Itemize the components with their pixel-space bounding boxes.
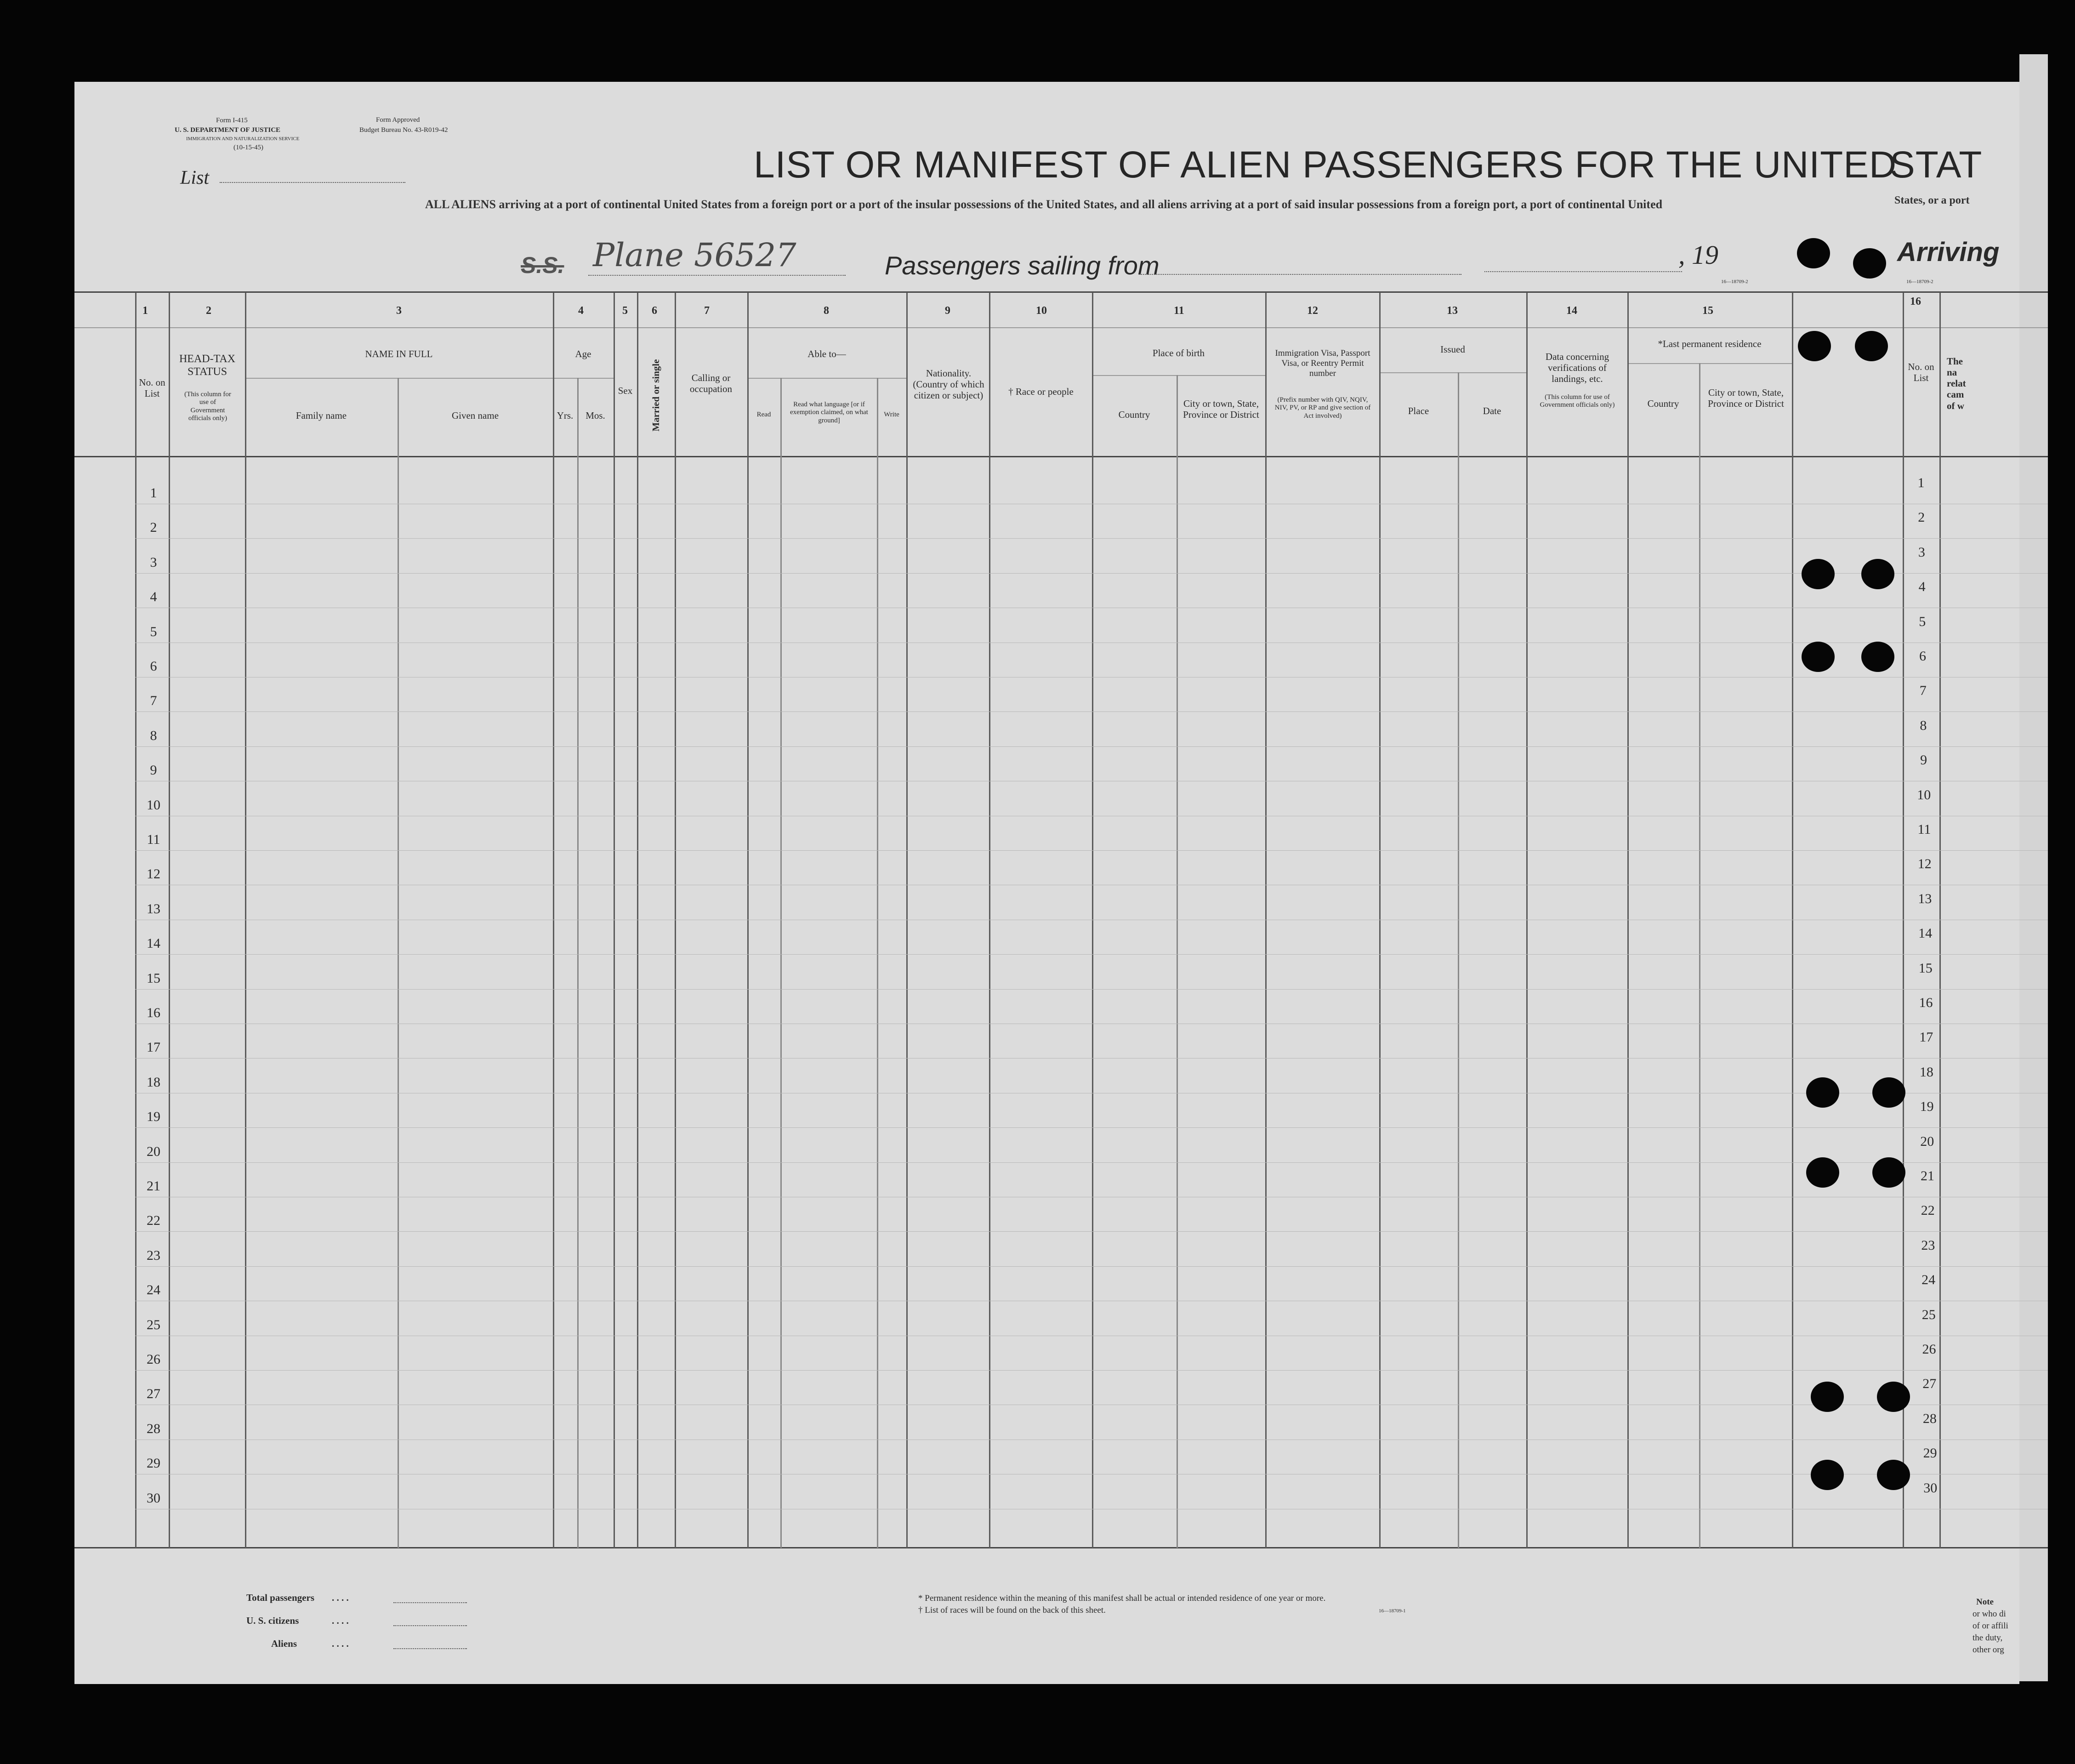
column-number: 11 <box>1174 305 1184 317</box>
list-number-field[interactable] <box>220 182 405 183</box>
note-partial-5: other org <box>1973 1645 2004 1655</box>
row-number-right: 7 <box>1919 683 1927 698</box>
header-place-of-birth: Place of birth <box>1152 347 1205 358</box>
punch-hole <box>1877 1460 1910 1490</box>
page-title-continued: STAT <box>1890 144 1983 186</box>
row-number-right: 19 <box>1920 1099 1934 1114</box>
residence-subheader-rule <box>1627 363 1792 364</box>
header-immigration-visa: Immigration Visa, Passport Visa, or Reentry Permit number <box>1275 348 1370 378</box>
row-number-right: 22 <box>1921 1203 1935 1218</box>
row-rule <box>135 1370 2048 1371</box>
us-citizens-field[interactable] <box>393 1625 467 1626</box>
row-number-left: 30 <box>147 1491 160 1506</box>
row-number-right: 27 <box>1922 1376 1937 1391</box>
punch-hole <box>1811 1460 1844 1490</box>
note-partial-4: the duty, <box>1973 1633 2003 1643</box>
row-number-left: 21 <box>147 1178 160 1194</box>
sailing-from-label: Passengers sailing from <box>885 251 1160 280</box>
header-race-or-people: † Race or people <box>1008 386 1074 397</box>
punch-hole <box>1861 642 1894 672</box>
col-divider <box>1526 292 1528 1548</box>
row-number-right: 5 <box>1919 614 1926 629</box>
form-approved: Form Approved <box>376 116 420 124</box>
col-divider <box>1379 292 1381 1548</box>
punch-hole <box>1872 1157 1905 1188</box>
row-number-left: 18 <box>147 1075 160 1090</box>
row-number-right: 13 <box>1918 891 1932 906</box>
header-no-on-list-right: No. on List <box>1908 361 1934 384</box>
punch-hole <box>1861 559 1894 589</box>
column-number: 5 <box>622 305 628 317</box>
col-divider <box>1903 292 1904 1548</box>
punch-hole <box>1811 1382 1844 1412</box>
punch-hole <box>1806 1077 1839 1108</box>
footnote-residence: * Permanent residence within the meaning of this manifest shall be actual or intended residence of one year or more. <box>918 1593 1326 1603</box>
col-divider <box>1939 292 1941 1548</box>
header-family-name: Family name <box>296 410 347 421</box>
col-divider <box>1265 292 1267 1548</box>
header-sex: Sex <box>618 385 633 396</box>
note-partial-2: or who di <box>1973 1609 2006 1619</box>
row-number-right: 24 <box>1922 1272 1936 1287</box>
row-number-right: 30 <box>1923 1480 1938 1496</box>
table-bottom-rule <box>74 1547 2048 1548</box>
col-divider <box>553 292 554 1548</box>
col-divider <box>989 292 990 1548</box>
col-divider <box>1627 292 1629 1548</box>
header-married-or-single: Married or single <box>650 359 661 432</box>
page-subtitle-continued: States, or a port <box>1894 194 1970 206</box>
header-relative-partial: The na relat cam of w <box>1947 356 1966 411</box>
header-age: Age <box>575 348 591 359</box>
row-number-left: 15 <box>147 971 160 986</box>
row-number-left: 6 <box>150 659 157 674</box>
header-birth-city: City or town, State, Province or District <box>1183 398 1259 421</box>
punch-hole <box>1855 331 1888 361</box>
row-rule <box>135 1127 2048 1128</box>
manifest-sheet <box>74 82 2019 1684</box>
row-number-right: 29 <box>1923 1445 1937 1461</box>
row-number-right: 18 <box>1919 1064 1933 1080</box>
column-number: 8 <box>824 305 829 317</box>
form-number: Form I-415 <box>216 117 248 124</box>
aliens-label: Aliens <box>271 1638 297 1649</box>
row-number-left: 25 <box>147 1317 160 1332</box>
row-number-left: 26 <box>147 1352 160 1367</box>
punch-hole <box>1802 559 1835 589</box>
row-number-left: 10 <box>147 797 160 813</box>
col-divider <box>1092 292 1093 1548</box>
col-divider <box>1792 292 1793 1548</box>
page-title: LIST OR MANIFEST OF ALIEN PASSENGERS FOR THE UNITED <box>754 144 1897 186</box>
aliens-leader: . . . . <box>332 1638 349 1649</box>
header-issued: Issued <box>1440 344 1465 355</box>
header-last-permanent-residence: *Last permanent residence <box>1658 338 1762 349</box>
col-divider <box>1458 372 1459 1548</box>
year-prefix: , 19 <box>1678 240 1718 270</box>
row-number-left: 24 <box>147 1282 160 1297</box>
row-number-right: 4 <box>1918 579 1926 594</box>
age-subheader-rule <box>553 378 614 379</box>
row-number-left: 22 <box>147 1213 160 1228</box>
form-date: (10-15-45) <box>233 144 263 151</box>
header-issued-date: Date <box>1483 405 1501 416</box>
name-subheader-rule <box>245 378 553 379</box>
header-visa-note: (Prefix number with QIV, NQIV, NIV, PV, or RP and give section of Act involved) <box>1274 396 1371 420</box>
print-code-top-right: 16—18709-2 <box>1906 279 1933 285</box>
header-name-in-full: NAME IN FULL <box>365 348 433 359</box>
col-divider <box>577 378 579 1548</box>
header-able-read: Read <box>756 411 771 418</box>
vessel-name-handwritten: Plane 56527 <box>593 236 796 274</box>
column-number: 4 <box>578 305 584 317</box>
header-verification-data: Data concerning verifications of landings, etc. <box>1545 351 1609 385</box>
col-divider <box>877 378 878 1548</box>
column-number: 14 <box>1566 305 1577 317</box>
row-number-right: 14 <box>1918 926 1933 941</box>
page-subtitle: ALL ALIENS arriving at a port of continental United States from a foreign port or a port of the insular possessions of the United States, and all aliens arriving at a port of said insular possessions from a foreign port, a port of continental United <box>425 198 1663 211</box>
row-number-left: 3 <box>150 555 157 570</box>
header-residence-city: City or town, State, Province or District <box>1708 387 1784 410</box>
row-number-left: 5 <box>150 624 157 639</box>
row-number-right: 1 <box>1917 475 1925 490</box>
ss-label: S.S. <box>521 252 564 278</box>
row-number-left: 17 <box>147 1040 160 1055</box>
row-number-left: 12 <box>147 866 160 882</box>
column-number: 3 <box>396 305 402 317</box>
header-calling-or-occupation: Calling or occupation <box>689 372 733 395</box>
column-number: 16 <box>1910 296 1921 307</box>
row-number-right: 26 <box>1922 1342 1936 1357</box>
row-number-left: 28 <box>147 1421 160 1436</box>
header-age-years: Yrs. <box>557 410 574 421</box>
row-number-left: 11 <box>147 832 160 847</box>
col-divider <box>637 292 638 1548</box>
header-verification-note: (This column for use of Government officials only) <box>1540 393 1615 409</box>
vessel-name-field[interactable] <box>588 275 846 276</box>
punch-hole <box>1872 1077 1905 1108</box>
column-number: 6 <box>652 305 657 317</box>
header-able-language: Read what language [or if exemption claimed, on what ground] <box>790 401 868 424</box>
col-divider <box>169 292 170 1548</box>
col-divider <box>780 378 782 1548</box>
able-subheader-rule <box>747 378 906 379</box>
us-citizens-leader: . . . . <box>332 1615 349 1626</box>
service-name: IMMIGRATION AND NATURALIZATION SERVICE <box>186 136 300 142</box>
sailing-date-field[interactable] <box>1484 271 1682 272</box>
print-code-bottom: 16—18709-1 <box>1379 1608 1406 1614</box>
row-number-right: 21 <box>1921 1168 1934 1184</box>
row-number-right: 25 <box>1922 1307 1936 1322</box>
row-number-left: 13 <box>147 901 160 916</box>
col-divider <box>614 292 615 1548</box>
note-partial-1: Note <box>1976 1597 1994 1607</box>
aliens-field[interactable] <box>393 1648 467 1649</box>
row-number-right: 12 <box>1917 856 1932 871</box>
row-number-right: 3 <box>1918 545 1925 560</box>
footnote-races: † List of races will be found on the back of this sheet. <box>918 1605 1106 1615</box>
col-divider <box>747 292 749 1548</box>
row-number-left: 16 <box>147 1005 160 1020</box>
row-number-right: 2 <box>1918 510 1925 525</box>
row-rule <box>135 746 2048 747</box>
column-number: 9 <box>945 305 950 317</box>
col-divider <box>398 378 399 1548</box>
col-divider <box>675 292 676 1548</box>
col-divider <box>135 292 136 1548</box>
row-number-left: 27 <box>147 1386 160 1401</box>
row-number-right: 9 <box>1920 752 1927 768</box>
note-partial-3: of or affili <box>1973 1621 2008 1631</box>
header-able-to: Able to— <box>807 348 846 359</box>
punch-hole <box>1853 248 1886 279</box>
column-number: 7 <box>704 305 710 317</box>
us-citizens-label: U. S. citizens <box>246 1615 299 1626</box>
row-number-left: 19 <box>147 1109 160 1124</box>
row-number-right: 23 <box>1921 1238 1935 1253</box>
print-code-top: 16—18709-2 <box>1721 279 1748 285</box>
punch-hole <box>1806 1157 1839 1188</box>
header-head-tax-status: HEAD-TAX STATUS <box>179 353 236 378</box>
header-nationality: Nationality. (Country of which citizen or subject) <box>913 368 984 401</box>
column-number: 2 <box>206 305 211 317</box>
row-number-left: 23 <box>147 1248 160 1263</box>
header-age-months: Mos. <box>586 410 605 421</box>
header-given-name: Given name <box>451 410 499 421</box>
column-number: 15 <box>1702 305 1713 317</box>
total-passengers-label: Total passengers <box>246 1592 314 1603</box>
row-number-right: 17 <box>1919 1030 1933 1045</box>
row-rule <box>135 573 2048 574</box>
budget-bureau-number: Budget Bureau No. 43-R019-42 <box>359 126 448 134</box>
birth-subheader-rule <box>1092 375 1265 376</box>
col-divider <box>906 292 908 1548</box>
row-number-right: 16 <box>1919 995 1933 1010</box>
row-rule <box>135 711 2048 712</box>
row-number-right: 28 <box>1922 1411 1937 1426</box>
row-number-left: 7 <box>150 693 157 708</box>
row-number-right: 11 <box>1917 822 1931 837</box>
sheet-edge-strip <box>2019 54 2048 1681</box>
total-passengers-field[interactable] <box>393 1602 467 1603</box>
header-top-rule <box>74 291 2048 293</box>
column-number: 13 <box>1447 305 1458 317</box>
row-rule <box>135 954 2048 955</box>
issued-subheader-rule <box>1379 372 1526 373</box>
row-number-left: 29 <box>147 1456 160 1471</box>
col-divider <box>245 292 246 1548</box>
row-number-right: 20 <box>1920 1134 1934 1149</box>
col-divider <box>1177 375 1178 1548</box>
header-bottom-rule <box>74 456 2048 457</box>
row-number-left: 8 <box>150 728 157 743</box>
row-number-right: 10 <box>1917 787 1931 802</box>
punch-hole <box>1802 642 1835 672</box>
row-number-left: 9 <box>150 763 157 778</box>
punch-hole <box>1798 331 1831 361</box>
row-number-left: 4 <box>150 589 157 604</box>
row-number-right: 6 <box>1919 649 1926 664</box>
sailing-port-field[interactable] <box>1140 274 1461 275</box>
row-rule <box>135 1162 2048 1163</box>
total-passengers-leader: . . . . <box>332 1592 349 1603</box>
row-number-right: 15 <box>1918 961 1933 976</box>
list-label: List <box>180 167 210 188</box>
column-number: 12 <box>1307 305 1318 317</box>
row-number-left: 1 <box>150 485 157 501</box>
header-no-on-list: No. on List <box>139 377 165 399</box>
column-number: 1 <box>142 305 148 317</box>
header-birth-country: Country <box>1118 409 1150 420</box>
header-able-write: Write <box>884 411 899 418</box>
header-issued-place: Place <box>1408 405 1429 416</box>
department-name: U. S. DEPARTMENT OF JUSTICE <box>175 126 281 134</box>
arriving-label: Arriving <box>1897 237 2000 267</box>
row-number-left: 2 <box>150 520 157 535</box>
row-number-left: 20 <box>147 1144 160 1159</box>
row-rule <box>135 989 2048 990</box>
row-number-left: 14 <box>147 936 160 951</box>
punch-hole <box>1797 238 1830 268</box>
punch-hole <box>1877 1382 1910 1412</box>
row-rule <box>135 538 2048 539</box>
column-number: 10 <box>1036 305 1047 317</box>
header-head-tax-note: (This column for use of Government officials only) <box>184 391 231 422</box>
row-rule <box>135 1231 2048 1232</box>
row-number-right: 8 <box>1920 718 1927 733</box>
column-number-rule <box>74 327 2048 328</box>
row-rule <box>135 850 2048 851</box>
header-residence-country: Country <box>1647 398 1679 409</box>
row-rule <box>135 1266 2048 1267</box>
